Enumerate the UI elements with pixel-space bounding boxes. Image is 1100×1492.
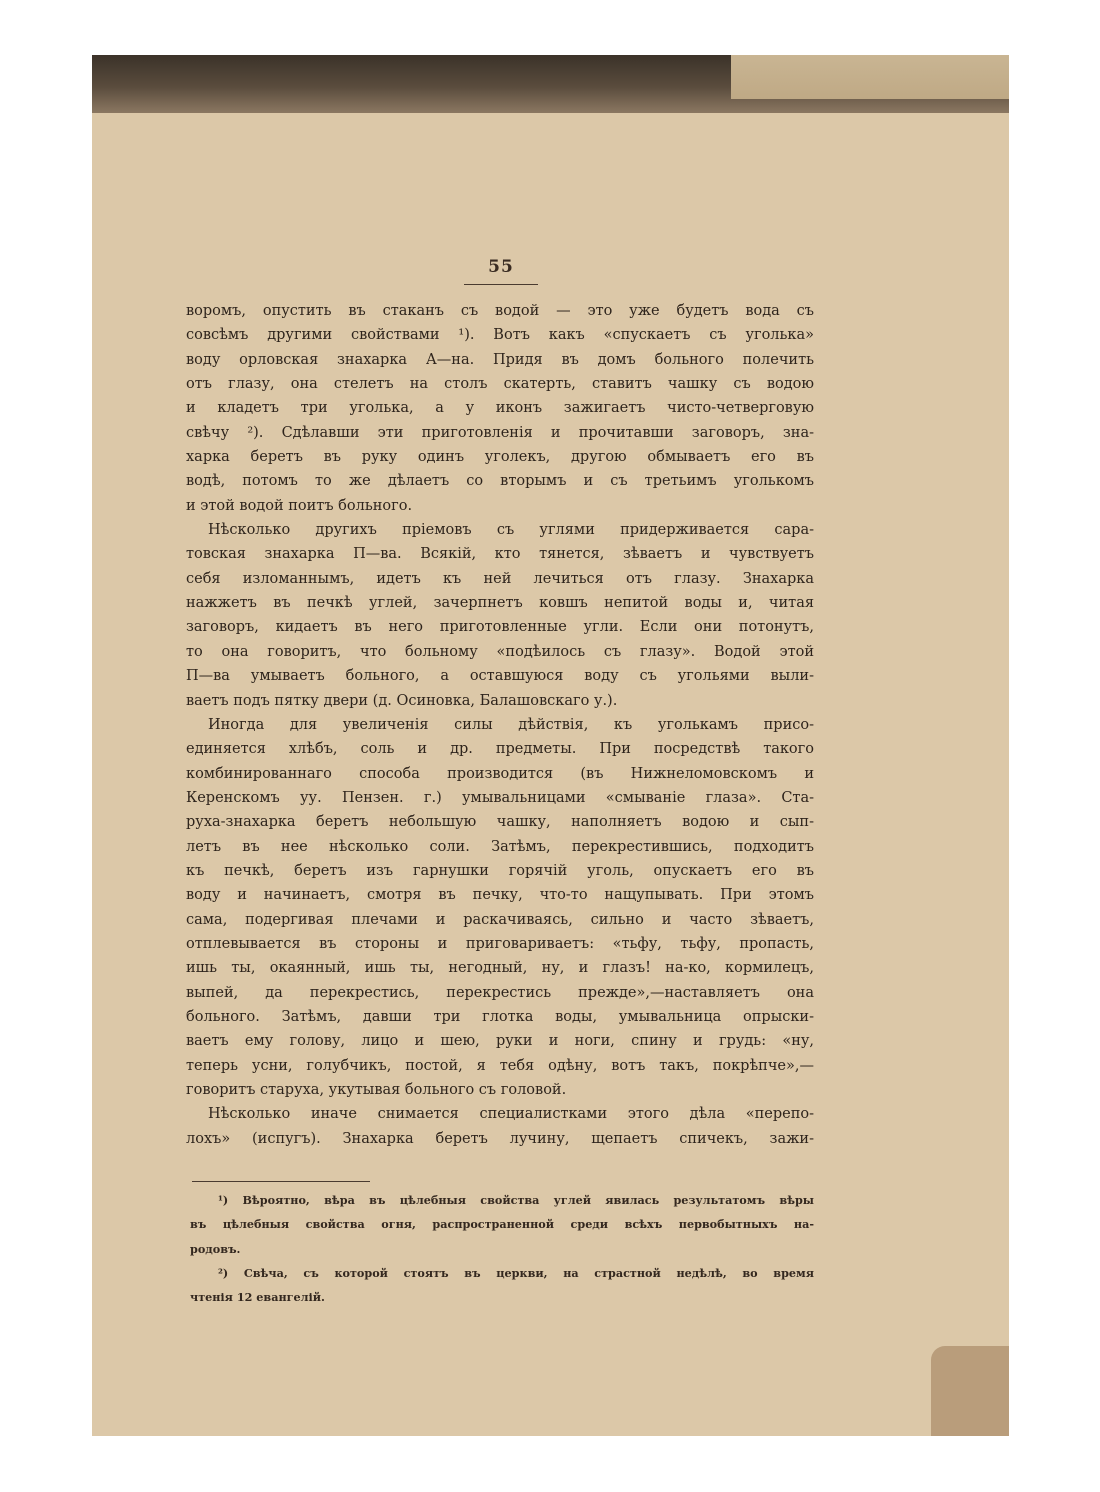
- text-line: Керенскомъ уу. Пензен. г.) умывальницами «смываніе глаза». Ста-: [186, 789, 814, 806]
- text-line: воромъ, опустить въ стаканъ съ водой — это уже будетъ вода съ: [186, 303, 814, 319]
- text-line: комбинированнаго способа производится (въ Нижнеломовскомъ и: [186, 765, 814, 782]
- footnote-line: родовъ.: [190, 1241, 241, 1256]
- text-line: и кладетъ три уголька, а у иконъ зажигаетъ чисто-четверговую: [186, 400, 814, 417]
- adjacent-page-edge: [731, 55, 1009, 99]
- text-line: единяется хлѣбъ, соль и др. предметы. При посредствѣ такого: [186, 741, 814, 758]
- text-line: П—ва умываетъ больного, а оставшуюся воду съ угольями выли-: [186, 668, 814, 685]
- page-number-rule: [464, 284, 538, 285]
- text-line: лохъ» (испугъ). Знахарка беретъ лучину, щепаетъ спичекъ, зажи-: [186, 1130, 814, 1147]
- text-line: товская знахарка П—ва. Всякій, кто тянется, зѣваетъ и чувствуетъ: [186, 546, 814, 563]
- text-line: летъ въ нее нѣсколько соли. Затѣмъ, перекрестившись, подходитъ: [186, 838, 814, 855]
- text-line: воду и начинаетъ, смотря въ печку, что-то нащупывать. При этомъ: [186, 887, 814, 904]
- text-line: сама, подергивая плечами и раскачиваясь, сильно и часто зѣваетъ,: [186, 911, 814, 928]
- text-line: говоритъ старуха, укутывая больного съ головой.: [186, 1082, 567, 1098]
- text-line: Иногда для увеличенія силы дѣйствія, къ уголькамъ присо-: [208, 716, 814, 733]
- text-line: ваетъ ему голову, лицо и шею, руки и ноги, спину и грудь: «ну,: [186, 1033, 814, 1050]
- text-line: отъ глазу, она стелетъ на столъ скатерть, ставитъ чашку съ водою: [186, 376, 814, 393]
- footnote-rule: [192, 1181, 370, 1182]
- text-line: ишь ты, окаянный, ишь ты, негодный, ну, и глазъ! на-ко, кормилецъ,: [186, 960, 814, 977]
- footnote-line: ¹) Вѣроятно, вѣра въ цѣлебныя свойства углей явилась результатомъ вѣры: [218, 1193, 814, 1207]
- text-line: руха-знахарка беретъ небольшую чашку, наполняетъ водою и сып-: [186, 814, 814, 831]
- text-line: и этой водой поитъ больного.: [186, 497, 413, 514]
- footnotes: [190, 1191, 814, 1313]
- text-line: отплевывается въ стороны и приговариваетъ: «тьфу, тьфу, пропасть,: [186, 935, 814, 952]
- page-corner-tab: [931, 1346, 1009, 1436]
- text-line: Нѣсколько иначе снимается специалистками этого дѣла «перепо-: [208, 1106, 814, 1123]
- footnote-line: въ цѣлебныя свойства огня, распространенной среди всѣхъ первобытныхъ на-: [190, 1217, 814, 1232]
- text-line: теперь усни, голубчикъ, постой, я тебя одѣну, вотъ такъ, покрѣпче»,—: [186, 1057, 814, 1074]
- text-line: харка беретъ въ руку одинъ уголекъ, другою обмываетъ его въ: [186, 449, 814, 466]
- text-line: воду орловская знахарка А—на. Придя въ домъ больного полечить: [186, 351, 814, 368]
- footnote-line: чтенія 12 евангелій.: [190, 1290, 325, 1305]
- text-line: къ печкѣ, беретъ изъ гарнушки горячій уголь, опускаетъ его въ: [186, 862, 814, 879]
- text-line: заговоръ, кидаетъ въ него приготовленные угли. Если они потонутъ,: [186, 619, 814, 636]
- body-text: [186, 299, 814, 1151]
- text-line: Нѣсколько другихъ пріемовъ съ углями придерживается сара-: [208, 522, 814, 539]
- text-line: нажжетъ въ печкѣ углей, зачерпнетъ ковшъ непитой воды и, читая: [186, 595, 814, 612]
- text-line: водѣ, потомъ то же дѣлаетъ со вторымъ и съ третьимъ уголькомъ: [186, 473, 814, 490]
- text-line: выпей, да перекрестись, перекрестись прежде»,—наставляетъ она: [186, 984, 814, 1001]
- text-line: ваетъ подъ пятку двери (д. Осиновка, Балашовскаго у.).: [186, 692, 618, 709]
- text-line: совсѣмъ другими свойствами ¹). Вотъ какъ «спускаетъ съ уголька»: [186, 327, 814, 344]
- text-line: себя изломаннымъ, идетъ къ ней лечиться отъ глазу. Знахарка: [186, 570, 814, 587]
- text-line: больного. Затѣмъ, давши три глотка воды, умывальница опрыски-: [186, 1008, 814, 1025]
- footnote-line: ²) Свѣча, съ которой стоятъ въ церкви, на страстной недѣлѣ, во время: [218, 1266, 814, 1281]
- text-line: свѣчу ²). Сдѣлавши эти приготовленія и прочитавши заговоръ, зна-: [186, 424, 814, 441]
- page-number: 55: [488, 257, 514, 277]
- text-line: то она говоритъ, что больному «подѣилось съ глазу». Водой этой: [186, 643, 814, 660]
